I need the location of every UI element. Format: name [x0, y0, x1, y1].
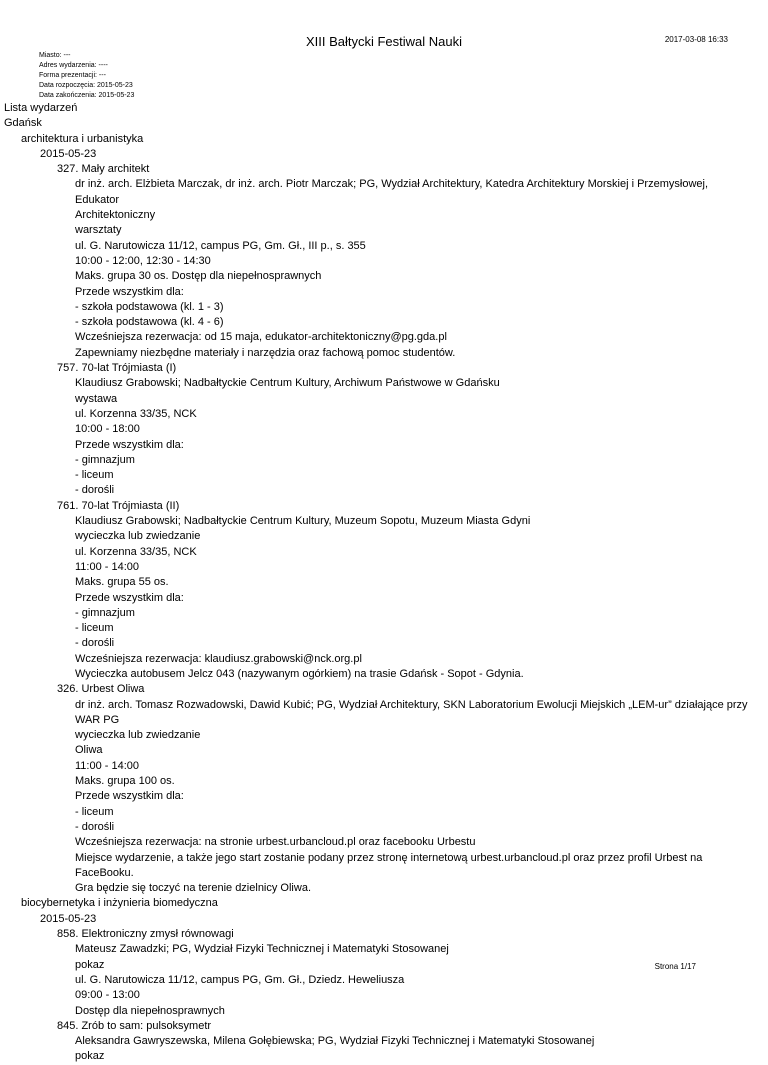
event-detail-line: Mateusz Zawadzki; PG, Wydział Fizyki Technicznej i Matematyki Stosowanej [75, 943, 449, 956]
event-detail-line: 10:00 - 18:00 [75, 423, 140, 436]
event-detail-line: dr inż. arch. Tomasz Rozwadowski, Dawid Kubić; PG, Wydział Architektury, SKN Laboratorium Ewolucji Miejskich „LEM-ur” działające przy [75, 698, 748, 711]
date-heading: 326. Urbest Oliwa [57, 683, 145, 696]
event-detail-line: pokaz [75, 1050, 105, 1063]
event-detail-line: - dorośli [75, 820, 115, 833]
category-heading: 2015-05-23 [40, 147, 97, 160]
event-detail-line: Aleksandra Gawryszewska, Milena Gołębiewska; PG, Wydział Fizyki Technicznej i Matematyki Stosowanej [75, 1035, 595, 1048]
list-heading: Gdańsk [4, 117, 42, 130]
event-detail-line: Przede wszystkim dla: [75, 790, 184, 803]
event-detail-line: - dorośli [75, 637, 115, 650]
event-detail-line: - gimnazjum [75, 453, 135, 466]
meta-city: Miasto: --- [39, 52, 71, 59]
event-detail-line: Architektoniczny [75, 209, 156, 222]
event-detail-line: Maks. grupa 30 os. Dostęp dla niepełnosprawnych [75, 270, 322, 283]
meta-address: Adres wydarzenia: ---- [39, 62, 108, 69]
event-detail-line: WAR PG [75, 713, 120, 726]
date-heading: 327. Mały architekt [57, 163, 150, 176]
event-detail-line: ul. Korzenna 33/35, NCK [75, 407, 197, 420]
event-detail-line: - liceum [75, 805, 114, 818]
event-detail-line: Przede wszystkim dla: [75, 438, 184, 451]
event-detail-line: wycieczka lub zwiedzanie [75, 530, 201, 543]
event-list [4, 101, 748, 1065]
date-heading: 757. 70-lat Trójmiasta (I) [57, 362, 177, 375]
city-heading: biocybernetyka i inżynieria biomedyczna [21, 897, 218, 910]
event-detail-line: Wcześniejsza rezerwacja: od 15 maja, edukator-architektoniczny@pg.gda.pl [75, 331, 447, 344]
date-heading: 761. 70-lat Trójmiasta (II) [57, 499, 180, 512]
event-detail-line: 11:00 - 14:00 [75, 759, 140, 772]
event-detail-line: Przede wszystkim dla: [75, 285, 184, 298]
page-title: XIII Bałtycki Festiwal Nauki [305, 34, 463, 49]
event-detail-line: dr inż. arch. Elżbieta Marczak, dr inż. arch. Piotr Marczak; PG, Wydział Architektury, Katedra Architektury Morskiej i Przemysłowej, Edukator [75, 178, 708, 206]
event-detail-line: Miejsce wydarzenie, a także jego start zostanie podany przez stronę internetową urbest.urbancloud.pl oraz przez profil Urbest na FaceBooku. [75, 851, 703, 879]
event-detail-line: ul. G. Narutowicza 11/12, campus PG, Gm. Gł., III p., s. 355 [75, 239, 366, 252]
event-detail-line: 11:00 - 14:00 [75, 560, 140, 573]
event-detail-line: - szkoła podstawowa (kl. 1 - 3) [75, 300, 224, 313]
filter-meta [39, 51, 134, 101]
event-detail-line: Wcześniejsza rezerwacja: na stronie urbest.urbancloud.pl oraz facebooku Urbestu [75, 836, 476, 849]
list-heading: Lista wydarzeń [4, 102, 78, 114]
event-detail-line: wystawa [75, 392, 118, 405]
event-detail-line: 10:00 - 12:00, 12:30 - 14:30 [75, 254, 211, 267]
event-detail-line: Dostęp dla niepełnosprawnych [75, 1004, 225, 1017]
meta-start-date: Data rozpoczęcia: 2015-05-23 [39, 82, 133, 89]
meta-end-date: Data zakończenia: 2015-05-23 [39, 92, 135, 99]
event-detail-line: ul. G. Narutowicza 11/12, campus PG, Gm. Gł., Dziedz. Heweliusza [75, 973, 405, 986]
event-detail-line: 09:00 - 13:00 [75, 989, 140, 1002]
event-detail-line: ul. Korzenna 33/35, NCK [75, 545, 197, 558]
event-detail-line: Maks. grupa 100 os. [75, 775, 175, 788]
event-detail-line: - dorośli [75, 484, 115, 497]
event-detail-line: wycieczka lub zwiedzanie [75, 729, 201, 742]
meta-presentation-form: Forma prezentacji: --- [39, 72, 106, 79]
event-detail-line: Przede wszystkim dla: [75, 591, 184, 604]
event-detail-line: Wycieczka autobusem Jelcz 043 (nazywanym ogórkiem) na trasie Gdańsk - Sopot - Gdynia. [75, 667, 524, 680]
date-heading: 858. Elektroniczny zmysł równowagi [57, 928, 234, 941]
event-detail-line: Gra będzie się toczyć na terenie dzielnicy Oliwa. [75, 882, 311, 895]
event-detail-line: - liceum [75, 469, 114, 482]
event-detail-line: - szkoła podstawowa (kl. 4 - 6) [75, 316, 224, 329]
event-detail-line: Maks. grupa 55 os. [75, 576, 169, 589]
event-detail-line: warsztaty [75, 224, 122, 237]
event-detail-line: Oliwa [75, 744, 103, 757]
event-detail-line: Klaudiusz Grabowski; Nadbałtyckie Centrum Kultury, Muzeum Sopotu, Muzeum Miasta Gdyni [75, 515, 531, 528]
event-detail-line: Zapewniamy niezbędne materiały i narzędzia oraz fachową pomoc studentów. [75, 346, 456, 359]
event-detail-line: - gimnazjum [75, 606, 135, 619]
event-detail-line: Klaudiusz Grabowski; Nadbałtyckie Centrum Kultury, Archiwum Państwowe w Gdańsku [75, 377, 500, 390]
event-detail-line: Wcześniejsza rezerwacja: klaudiusz.grabowski@nck.org.pl [75, 652, 362, 665]
page-number: Strona 1/17 [654, 962, 696, 971]
city-heading: architektura i urbanistyka [21, 132, 144, 145]
date-heading: 845. Zrób to sam: pulsoksymetr [57, 1019, 212, 1032]
category-heading: 2015-05-23 [40, 912, 97, 925]
event-detail-line: - liceum [75, 622, 114, 635]
generated-timestamp: 2017-03-08 16:33 [664, 35, 728, 44]
event-detail-line: pokaz [75, 958, 105, 971]
